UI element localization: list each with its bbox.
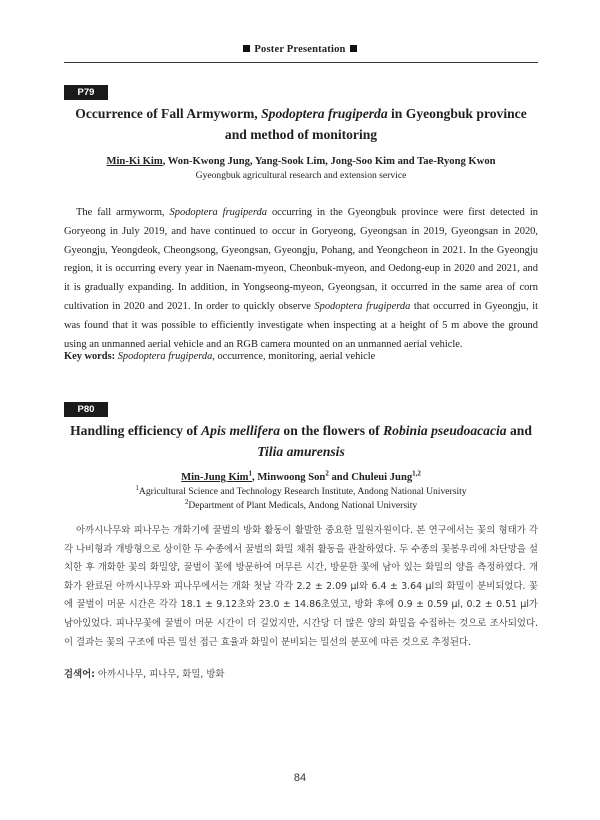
p80-affiliation-1	[64, 485, 538, 499]
p80-keywords	[64, 667, 538, 683]
keywords-list: 아까시나무, 피나무, 화밀, 방화	[94, 669, 225, 680]
species-name: Spodoptera frugiperda	[169, 207, 267, 218]
author-sup: 1,2	[412, 469, 421, 478]
keywords-label: 검색어:	[64, 669, 95, 680]
p79-abstract	[64, 204, 538, 354]
p80-title-text: Handling efficiency of	[70, 423, 202, 438]
p80-presenting-author	[181, 469, 253, 483]
affiliation-text: Department of Plant Medicals, Andong National University	[188, 500, 418, 511]
poster-badge-p80: P80	[64, 402, 108, 417]
p80-affiliation-2	[64, 499, 538, 513]
affiliation-text: Agricultural Science and Technology Research Institute, Andong National University	[138, 486, 467, 497]
p79-presenting-author: Min-Ki Kim	[106, 156, 163, 167]
p80-title	[64, 420, 538, 462]
p79-affiliation: Gyeongbuk agricultural research and extension service	[195, 170, 407, 181]
keywords-label: Key words:	[64, 351, 116, 362]
page-number: 84	[293, 772, 307, 784]
square-bullet-icon	[243, 45, 250, 52]
author-name: Min-Jung Kim	[181, 472, 249, 483]
p79-title-species: Spodoptera frugiperda	[261, 106, 388, 121]
p80-title-text: and	[506, 423, 532, 438]
p79-title-text: Occurrence of Fall Armyworm,	[75, 106, 262, 121]
p79-keywords	[64, 349, 538, 365]
square-bullet-icon	[350, 45, 357, 52]
species-name: Spodoptera frugiperda	[314, 300, 411, 312]
p80-authors	[64, 470, 538, 485]
p79-title-text-end: in Gyeongbuk province and method of monitoring	[224, 106, 527, 142]
abstract-text: occurring in the Gyeongbuk province were first detected in Goryeong in July 2019, and have continued to occur in Goryeong, Gyeongsan in 2019, Gyeongsan in 2020, Gyeongju, Yeongdeok, Cheongsong, Gyeongsan, Gyeongju, Pohang, and Yeongcheon in 2021. In the Gyeongju region, it is occurring every year in Naenam-myeon, Cheonbuk-myeon, and Oedong-eup in 2020 and 2021, and it is gradually expanding. In addition, in Yongseong-myeon, Gyeongsan, it occurred in the same area of corn cultivation in 2020 and 2021. In order to quickly observe	[64, 207, 538, 312]
abstract-text: The fall armyworm,	[76, 207, 170, 218]
p79-title	[64, 103, 538, 145]
author-name: and Chuleui Jung	[328, 472, 413, 483]
p80-title-species: Tilia amurensis	[257, 444, 345, 459]
author-sup: 1	[248, 469, 253, 478]
p79-coauthors: , Won-Kwong Jung, Yang-Sook Lim, Jong-Soo Kim and Tae-Ryong Kwon	[162, 156, 496, 167]
abstract-text: that occurred in Gyeongju, it was found that it was possible to efficiently investigate when inspecting at a height of 5 m above the ground using an unmanned aerial vehicle and an RGB camera mounted on an unmanned aerial vehicle.	[64, 300, 538, 350]
p80-title-species: Apis mellifera	[201, 423, 281, 438]
keywords-list: , occurrence, monitoring, aerial vehicle	[212, 351, 376, 362]
aff-sup: 2	[184, 497, 189, 506]
p80-title-text: on the flowers of	[280, 423, 384, 438]
p79-authors	[64, 154, 538, 169]
author-sup: 2	[325, 469, 329, 478]
header-text: Poster Presentation	[254, 44, 346, 55]
aff-sup: 1	[135, 483, 139, 492]
p80-abstract: 아까시나무와 피나무는 개화기에 꿀벌의 방화 활동이 활발한 중요한 밀원자원이다. 본 연구에서는 꽃의 형태가 각각 나비형과 개방형으로 상이한 두 수종에서 꿀벌의 화밀 채취 활동을 관찰하였다. 두 수종의 꽃봉우리에 차단망을 설치한 후 개화한 꽃의 화밀양, 꿀벌이 꽃에 방문하여 머무른 시간, 방문한 꽃에 남아 있는 화밀의 양을 측정하였다. 개화가 완료된 아까시나무와 피나무에서는 개화 첫날 각각 2.2 ± 2.09 μl와 6.4 ± 3.64 μl의 화밀이 분비되었다. 꽃에 꿀벌이 머문 시간은 각각 18.1 ± 9.12초와 23.0 ± 14.86초였고, 방화 후에 0.9 ± 0.59 μl, 0.2 ± 0.51 μl가 남아있었다. 피나무꽃에 꿀벌이 머문 시간이 더 길었지만, 시간당 더 많은 양의 화밀을 수집하는 것으로 조사되었다. 이 결과는 꽃의 구조에 따른 밀선 접근 효율과 화밀이 분비되는 밀선의 분포에 따른 것으로 추정된다.	[64, 525, 538, 648]
keyword-species: Spodoptera frugiperda	[117, 351, 213, 362]
running-header	[0, 44, 600, 55]
p80-title-species: Robinia pseudoacacia	[383, 423, 507, 438]
poster-badge-p79: P79	[64, 85, 108, 100]
author-name: , Minwoong Son	[252, 472, 326, 483]
header-rule	[64, 62, 538, 63]
